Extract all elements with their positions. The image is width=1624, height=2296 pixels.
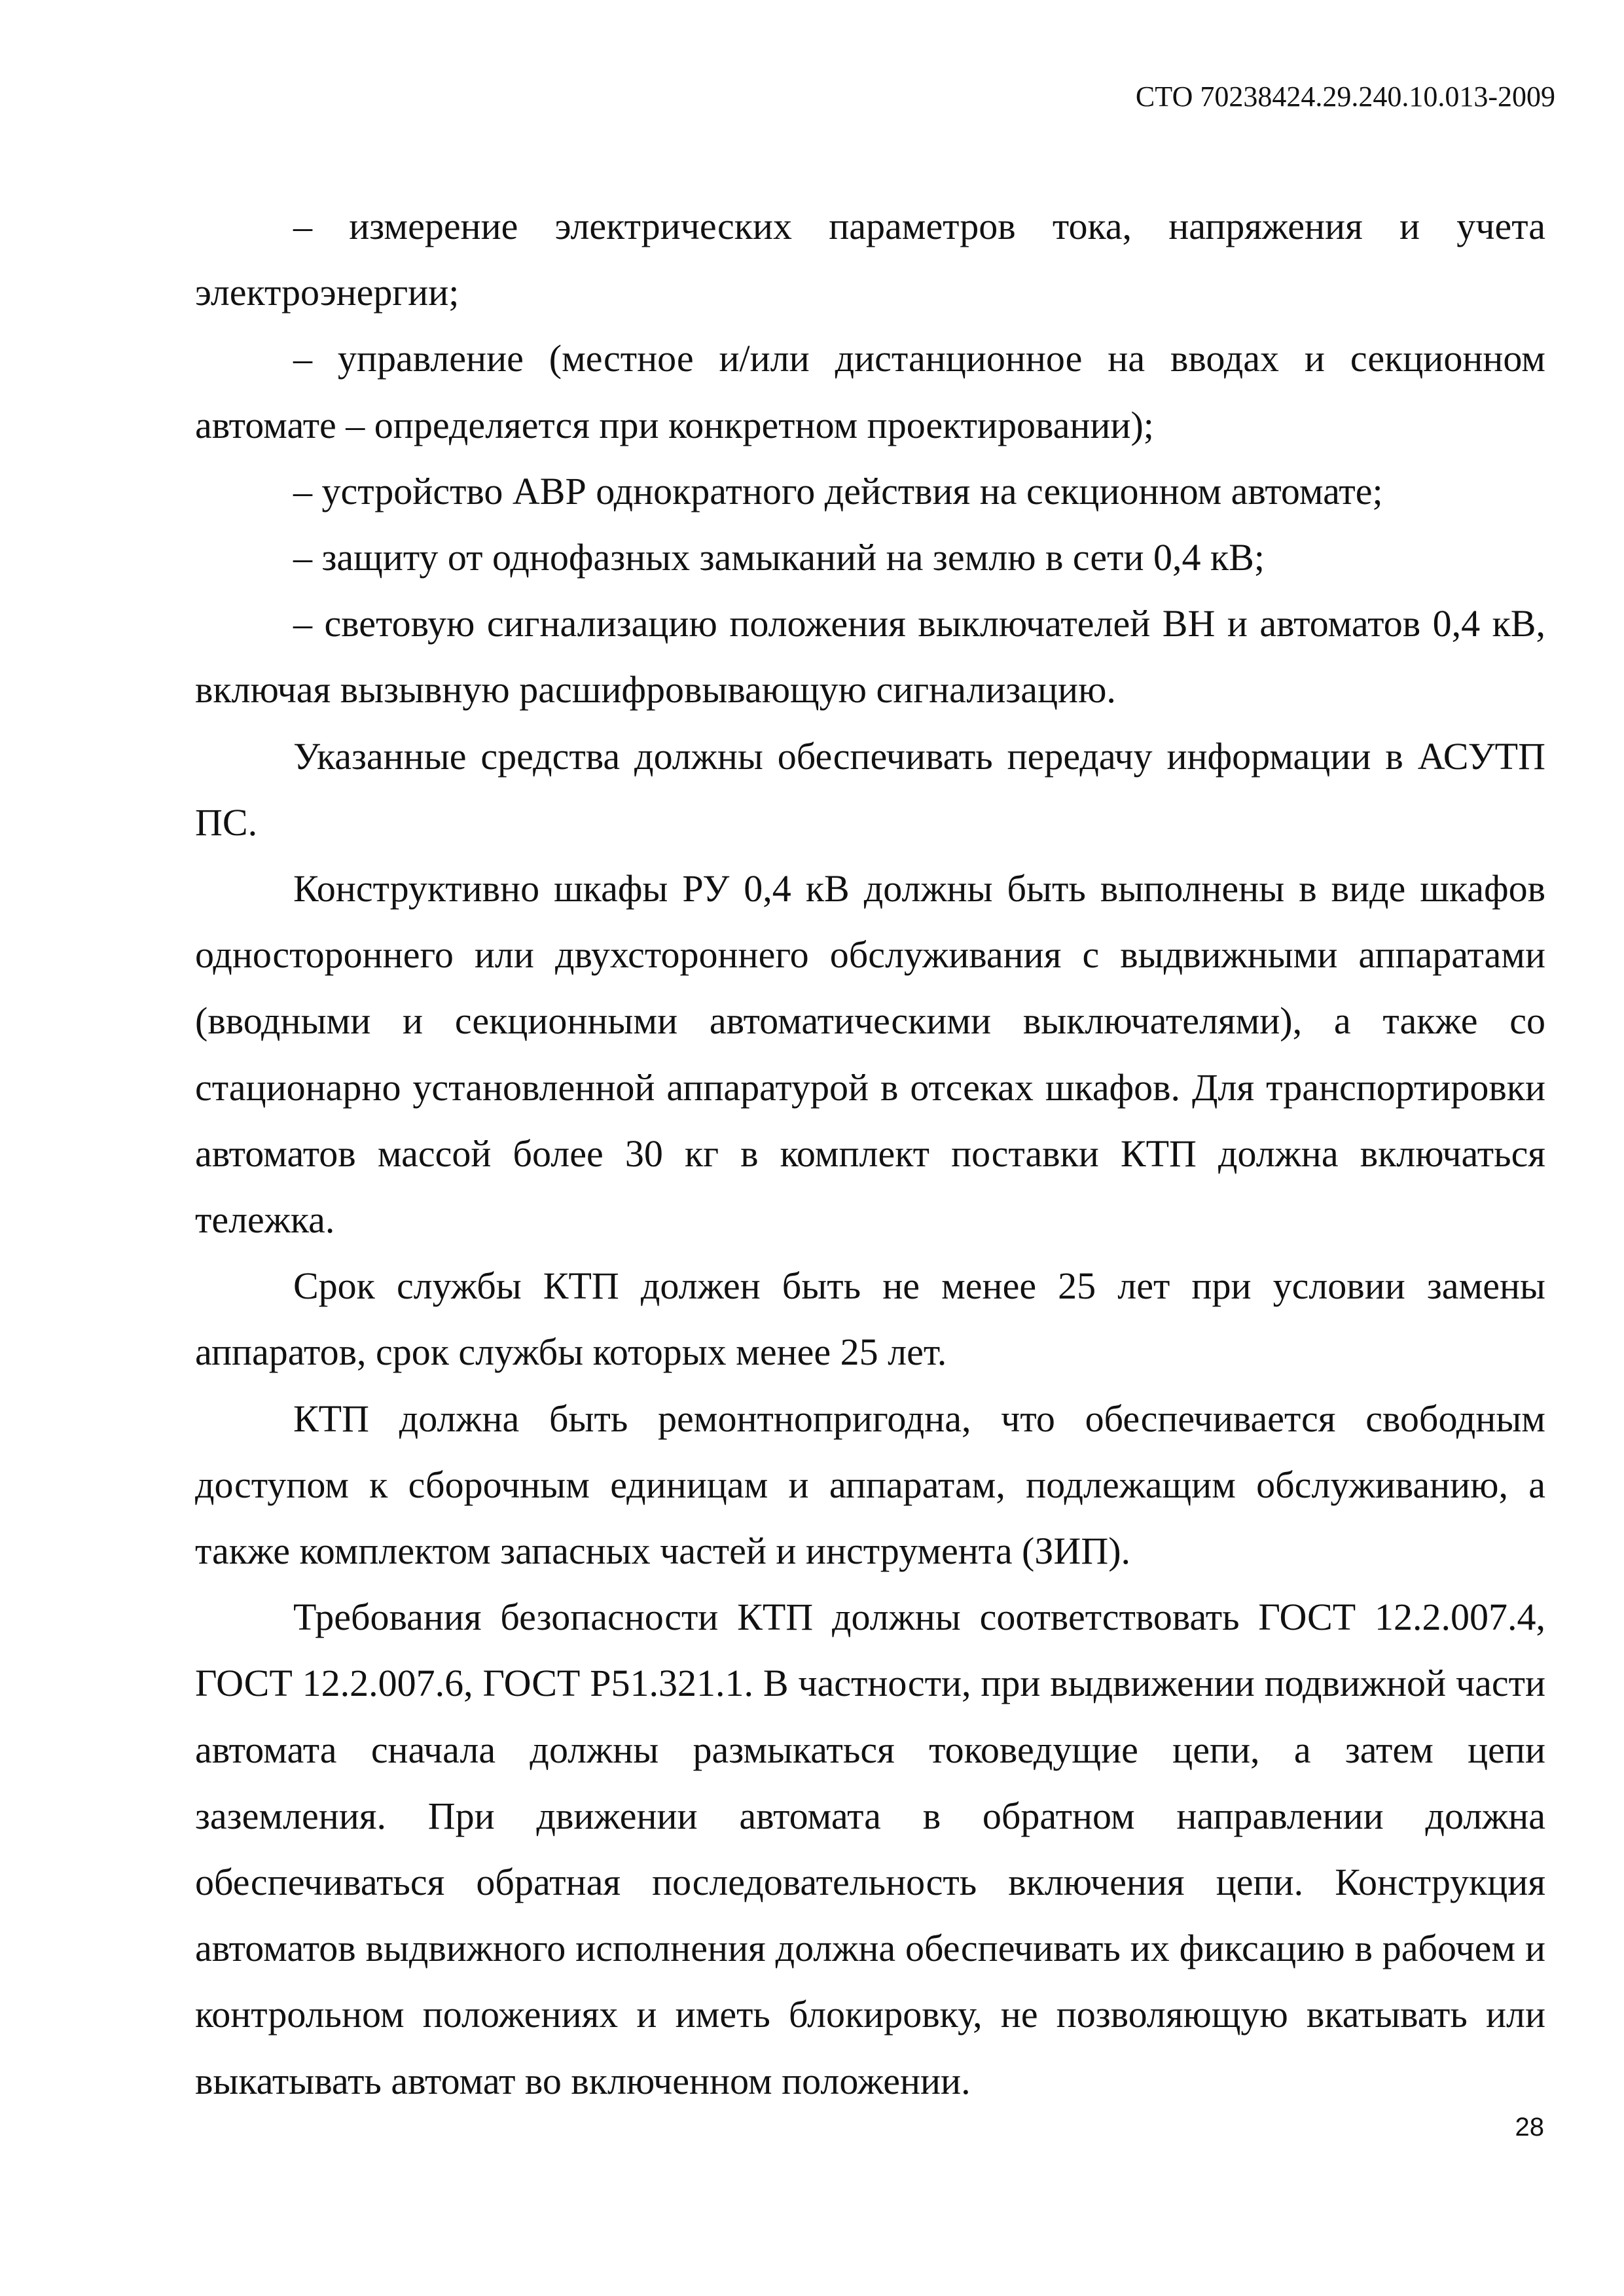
paragraph-asutp: Указанные средства должны обеспечивать передачу информации в АСУТП ПС.	[195, 734, 1545, 844]
paragraph-cabinet-design: Конструктивно шкафы РУ 0,4 кВ должны быть выполнены в виде шкафов одностороннего или двухстороннего обслуживания с выдвижными аппаратами (вводными и секционными автоматическими выключателями), а также со стационарно установленной аппаратурой в отсеках шкафов. Для транспортировки автоматов массой более 30 кг в комплект поставки КТП должна включаться тележка.	[195, 867, 1545, 1242]
paragraph-safety-requirements: Требования безопасности КТП должны соответствовать ГОСТ 12.2.007.4, ГОСТ 12.2.007.6, ГОСТ Р51.321.1. В частности, при выдвижении подвижной части автомата сначала должны размыкаться токоведущие цепи, а затем цепи заземления. При движении автомата в обратном направлении должна обеспечиваться обратная последовательность включения цепи. Конструкция автоматов выдвижного исполнения должна обеспечивать их фиксацию в рабочем и контрольном положениях и иметь блокировку, не позволяющую вкатывать или выкатывать автомат во включенном положении.	[195, 1596, 1545, 2102]
paragraph-service-life: Срок службы КТП должен быть не менее 25 лет при условии замены аппаратов, срок службы которых менее 25 лет.	[195, 1265, 1545, 1374]
document-code-header: СТО 70238424.29.240.10.013-2009	[1135, 81, 1555, 113]
list-item-control: – управление (местное и/или дистанционное на вводах и секционном автомате – определяется при конкретном проектировании);	[195, 337, 1545, 446]
list-item-light-signaling: – световую сигнализацию положения выключателей ВН и автоматов 0,4 кВ, включая вызывную расшифровывающую сигнализацию.	[195, 602, 1545, 711]
list-item-measurement: – измерение электрических параметров тока, напряжения и учета электроэнергии;	[195, 205, 1545, 314]
paragraph-maintainability: КТП должна быть ремонтнопригодна, что обеспечивается свободным доступом к сборочным единицам и аппаратам, подлежащим обслуживанию, а также комплектом запасных частей и инструмента (ЗИП).	[195, 1397, 1545, 1573]
page-number: 28	[1515, 2113, 1544, 2142]
list-item-ground-fault-protection: – защиту от однофазных замыканий на землю в сети 0,4 кВ;	[293, 536, 1265, 579]
document-body	[195, 193, 1545, 2114]
list-item-avr: – устройство АВР однократного действия на секционном автомате;	[293, 469, 1383, 512]
